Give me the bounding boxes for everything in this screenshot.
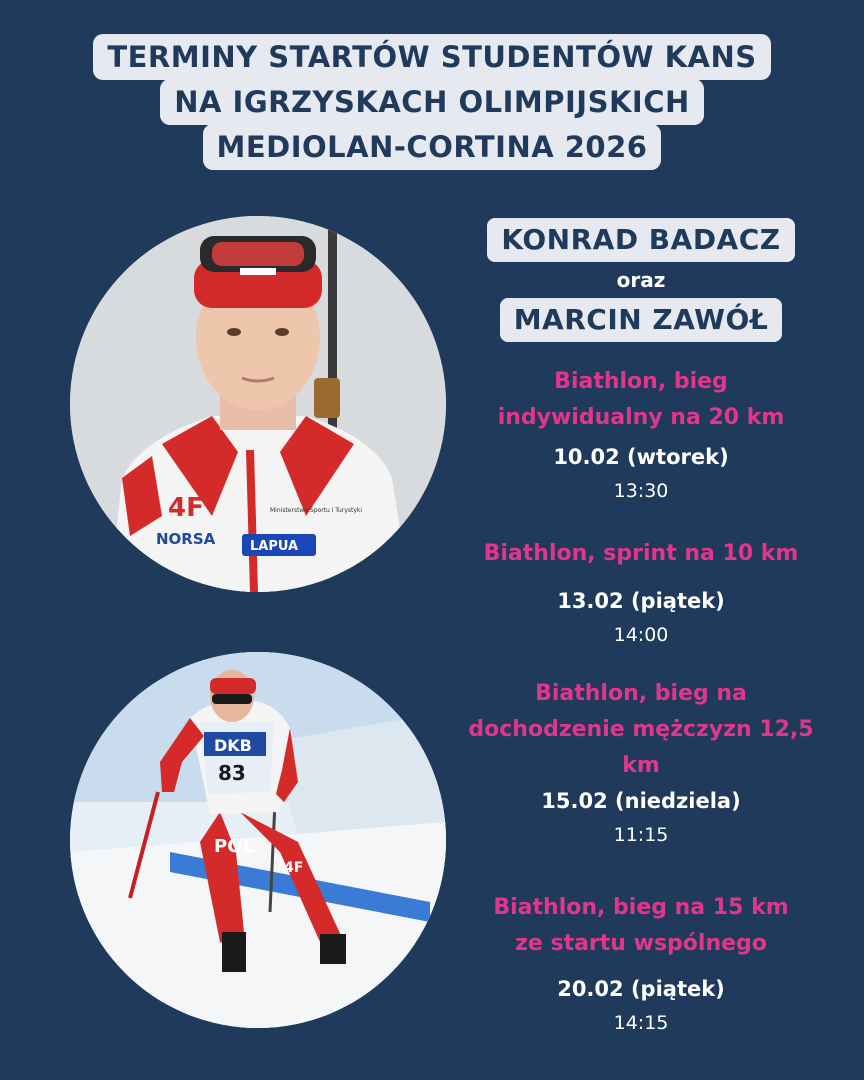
event-title-line: Biathlon, sprint na 10 km [483,541,799,566]
event-date: 10.02 (wtorek) [553,445,729,469]
portrait-illustration [70,216,446,592]
athlete-name-2: MARCIN ZAWÓŁ [500,298,783,342]
event-title-line: indywidualny na 20 km [497,405,785,430]
title-line-2: NA IGRZYSKACH OLIMPIJSKICH [160,79,704,125]
event-title-line: Biathlon, bieg [554,369,728,394]
ministry-logo: Ministerstwo Sportu i Turystyki [270,507,363,514]
suit-country-text: POL [214,836,254,857]
skier-illustration [70,652,446,1028]
event-date: 15.02 (niedziela) [541,789,741,813]
athlete-portrait-photo [70,216,446,592]
title-line-1: TERMINY STARTÓW STUDENTÓW KANS [93,34,770,80]
event-title-line: Biathlon, bieg na [535,681,747,706]
athlete-name-1: KONRAD BADACZ [487,218,794,262]
event-2 [468,536,814,650]
athletes-connector: oraz [616,268,666,292]
brand-logo: 4F [168,493,204,523]
page-title [0,34,864,169]
event-time: 11:15 [613,824,669,846]
bib-number-text: 83 [218,761,246,785]
suit-brand-text: 4F [284,860,304,876]
event-date: 20.02 (piątek) [557,977,725,1001]
event-3 [468,676,814,850]
event-title-line: Biathlon, bieg na 15 km [493,895,789,920]
event-title-line: ze startu wspólnego [515,931,767,956]
sponsor-logo: NORSA [156,530,216,548]
event-title-line: km [622,753,660,778]
bib-sponsor-text: DKB [214,736,252,755]
event-title-line: dochodzenie mężczyzn 12,5 [468,717,814,742]
title-line-3: MEDIOLAN-CORTINA 2026 [203,124,662,170]
athlete-skiing-photo [70,652,446,1028]
event-1 [468,364,814,506]
event-date: 13.02 (piątek) [557,589,725,613]
event-time: 13:30 [613,480,669,502]
athletes-block [468,218,814,342]
event-time: 14:15 [613,1012,669,1034]
event-4 [468,890,814,1038]
event-time: 14:00 [613,624,669,646]
sponsor-logo-2: LAPUA [250,539,299,554]
